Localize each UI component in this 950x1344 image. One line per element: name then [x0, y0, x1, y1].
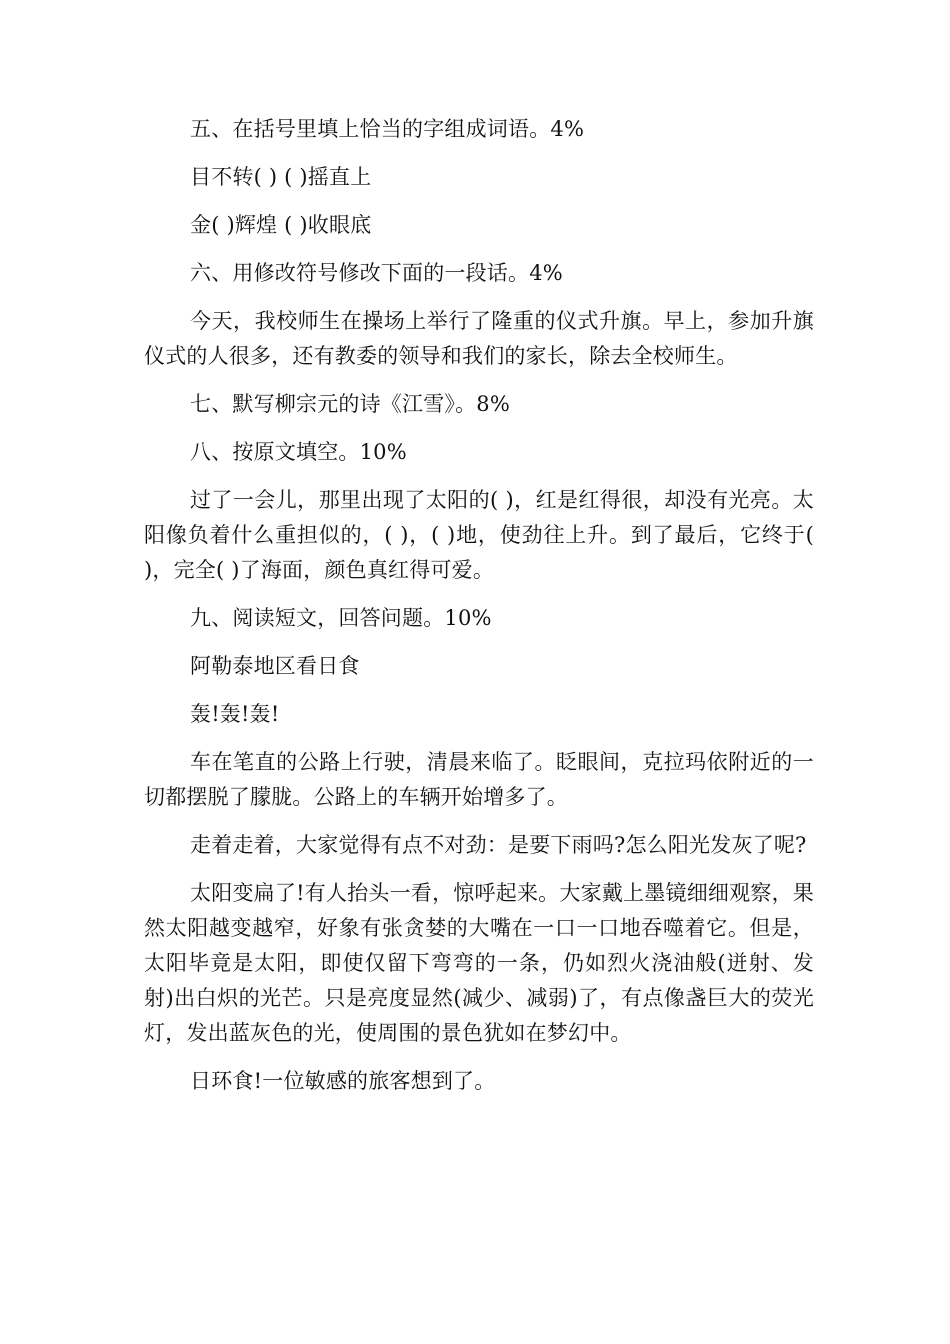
question-6-heading: 六、用修改符号修改下面的一段话。4%	[190, 261, 563, 285]
question-8-heading: 八、按原文填空。10%	[190, 440, 407, 464]
question-8-passage: 过了一会儿，那里出现了太阳的( )，红是红得很，却没有光亮。太阳像负着什么重担似的，( )，( )地，使劲往上升。到了最后，它终于( )，完全( )了海面，颜色真红得可爱。	[144, 488, 814, 582]
question-5-line-2: 金( )辉煌 ( )收眼底	[190, 213, 372, 237]
question-9-heading: 九、阅读短文，回答问题。10%	[190, 606, 492, 630]
question-6-passage: 今天，我校师生在操场上举行了隆重的仪式升旗。早上，参加升旗仪式的人很多，还有教委的领导和我们的家长，除去全校师生。	[144, 309, 814, 368]
reading-paragraph: 走着走着，大家觉得有点不对劲：是要下雨吗?怎么阳光发灰了呢?	[190, 833, 807, 857]
question-7-heading: 七、默写柳宗元的诗《江雪》。8%	[190, 392, 511, 416]
reading-paragraph: 轰!轰!轰!	[190, 702, 280, 726]
question-5-line-1: 目不转( ) ( )摇直上	[190, 165, 372, 189]
reading-paragraph: 车在笔直的公路上行驶，清晨来临了。眨眼间，克拉玛依附近的一切都摆脱了朦胧。公路上的车辆开始增多了。	[144, 750, 814, 809]
reading-paragraph: 日环食!一位敏感的旅客想到了。	[190, 1069, 496, 1093]
question-5-heading: 五、在括号里填上恰当的字组成词语。4%	[190, 117, 585, 141]
reading-paragraph: 太阳变扁了!有人抬头一看，惊呼起来。大家戴上墨镜细细观察，果然太阳越变越窄，好象有张贪婪的大嘴在一口一口地吞噬着它。但是，太阳毕竟是太阳，即使仅留下弯弯的一条，仍如烈火浇油般(迸射、发射)出白炽的光芒。只是亮度显然(减少、减弱)了，有点像盏巨大的荧光灯，发出蓝灰色的光，使周围的景色犹如在梦幻中。	[144, 881, 814, 1045]
reading-title: 阿勒泰地区看日食	[190, 654, 360, 678]
